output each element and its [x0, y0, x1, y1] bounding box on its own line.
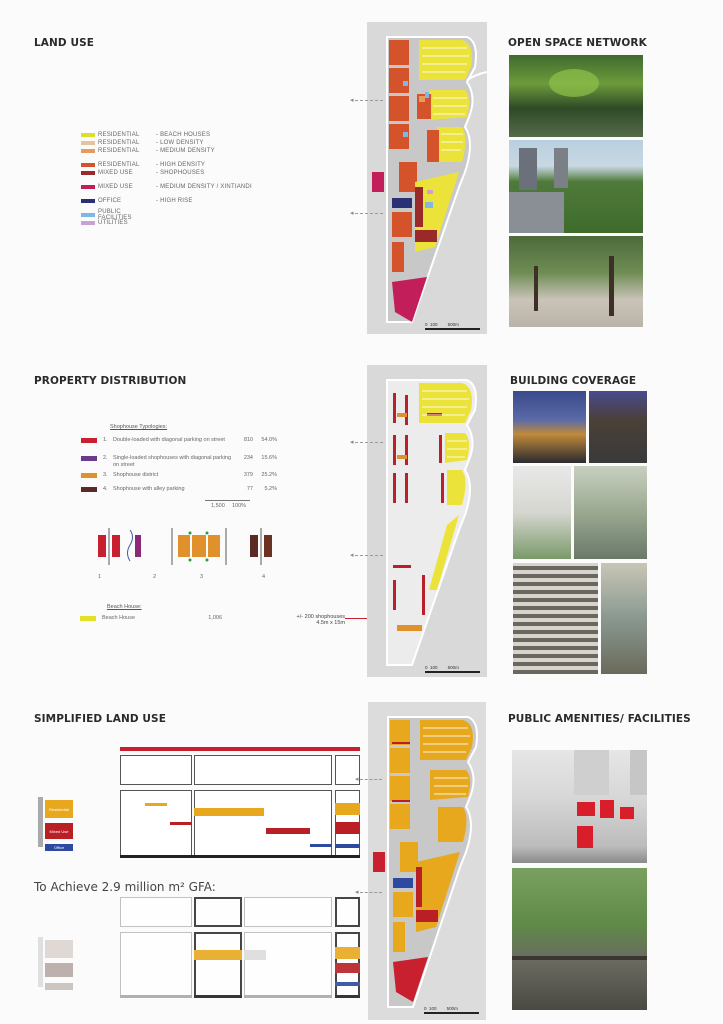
typology-swatch: [81, 487, 97, 492]
beach-house-heading: Beach House:: [107, 604, 142, 610]
legend-swatch: [81, 141, 95, 145]
shophouse-typology-row: 3. Shophouse district 379 25.2%: [81, 472, 277, 479]
legend-category: PUBLIC FACILITIES: [98, 209, 132, 221]
legend-description: - MEDIUM DENSITY / XINTIANDI: [156, 184, 252, 190]
total-count: 1,500: [211, 503, 225, 509]
typology-label-4: 4: [262, 574, 266, 580]
legend-description: - MEDIUM DENSITY: [156, 148, 215, 154]
shophouse-typology-row: 4. Shophouse with alley parking 77 5.2%: [81, 486, 277, 493]
photo-tree-shaded-plaza: [509, 236, 643, 327]
shophouse-typology-row: 2. Single-loaded shophouses with diagonal parking on street 234 15.6%: [81, 455, 277, 469]
legend-swatch: [81, 171, 95, 175]
legend-category: MIXED USE: [98, 170, 133, 176]
typology-swatch: [81, 438, 97, 443]
photo-grid-facade-tower: [513, 563, 598, 674]
legend-item: [81, 183, 252, 191]
legend-item: [81, 169, 252, 177]
beach-house-row: Beach House 1,006: [80, 615, 222, 622]
photo-modern-house-dusk: [513, 391, 586, 463]
land-use-title: LAND USE: [34, 37, 95, 49]
legend-swatch: [81, 221, 95, 225]
legend-swatch: [81, 163, 95, 167]
arrow-marker: [355, 100, 383, 101]
simplified-land-use-map: [368, 702, 486, 1020]
scale-bar: 0 100 500m: [425, 322, 480, 330]
photo-pond-with-tropical-plants: [509, 55, 643, 137]
legend-swatch: [81, 199, 95, 203]
legend-description: - HIGH RISE: [156, 198, 193, 204]
gfa-subtitle: To Achieve 2.9 million m² GFA:: [34, 880, 216, 894]
legend-item: [81, 131, 252, 139]
photo-white-apartment-block: [513, 466, 571, 559]
scale-bar: 0 100 500m: [425, 665, 480, 673]
legend-category: RESIDENTIAL: [98, 132, 140, 138]
legend-swatch: [81, 133, 95, 137]
legend-description: - LOW DENSITY: [156, 140, 204, 146]
category-residential: Residential: [45, 800, 73, 818]
typology-label-3: 3: [200, 574, 204, 580]
legend-description: - SHOPHOUSES: [156, 170, 205, 176]
legend-category: UTILITIES: [98, 220, 128, 226]
photo-green-glass-building: [574, 466, 647, 559]
legend-swatch: [81, 149, 95, 153]
typology-label-2: 2: [153, 574, 157, 580]
legend-item: [81, 147, 252, 155]
shophouse-typology-diagrams: [90, 525, 290, 575]
property-distribution-title: PROPERTY DISTRIBUTION: [34, 375, 187, 387]
photo-city-skyline-over-park: [509, 140, 643, 233]
table-side-label: [38, 797, 43, 847]
land-use-map-graphic: [367, 22, 487, 334]
public-amenities-title: PUBLIC AMENITIES/ FACILITIES: [508, 713, 691, 725]
legend-item: [81, 211, 252, 219]
legend-item: [81, 197, 252, 205]
legend-swatch: [81, 213, 95, 217]
total-pct: 100%: [232, 503, 247, 509]
legend-item: [81, 139, 252, 147]
table-header-bar: [120, 747, 360, 751]
typology-swatch: [81, 473, 97, 478]
shophouse-callout: +/- 200 shophouses 4.5m x 15m: [296, 614, 345, 626]
legend-category: MIXED USE: [98, 184, 133, 190]
beach-house-swatch: [80, 616, 96, 621]
arrow-marker: [360, 779, 382, 780]
scale-bar: 0 100 500m: [424, 1006, 479, 1014]
land-use-table-gfa: [30, 895, 360, 1005]
simplified-land-use-title: SIMPLIFIED LAND USE: [34, 713, 166, 725]
open-space-title: OPEN SPACE NETWORK: [508, 37, 647, 49]
arrow-marker: [355, 442, 383, 443]
legend-item: [81, 161, 252, 169]
category-office: Office: [45, 844, 73, 851]
legend-category: RESIDENTIAL: [98, 140, 140, 146]
photo-contemporary-villa: [589, 391, 647, 463]
legend-description: - BEACH HOUSES: [156, 132, 211, 138]
category-mixed-use: Mixed Use: [45, 823, 73, 839]
legend-category: RESIDENTIAL: [98, 148, 140, 154]
legend-category: OFFICE: [98, 198, 122, 204]
land-use-map: [367, 22, 487, 334]
land-use-table-primary: [30, 745, 360, 860]
photo-red-window-civic-building: [512, 750, 647, 863]
building-coverage-title: BUILDING COVERAGE: [510, 375, 637, 387]
legend-category: RESIDENTIAL: [98, 162, 140, 168]
photo-crystal-glass-tower: [601, 563, 647, 674]
arrow-marker: [360, 892, 382, 893]
total-divider: [205, 500, 250, 501]
legend-description: - HIGH DENSITY: [156, 162, 206, 168]
shophouse-typology-row: 1. Double-loaded with diagonal parking on street 810 54.0%: [81, 437, 277, 444]
shophouse-typologies-heading: Shophouse Typologies:: [110, 424, 168, 430]
legend-item: [81, 219, 252, 227]
arrow-marker: [355, 213, 383, 214]
land-use-legend: [81, 131, 252, 227]
photo-treehouse-playground: [512, 868, 647, 1010]
typology-label-1: 1: [98, 574, 102, 580]
arrow-marker: [355, 555, 383, 556]
typology-swatch: [81, 456, 97, 461]
legend-swatch: [81, 185, 95, 189]
property-distribution-map: [367, 365, 487, 677]
